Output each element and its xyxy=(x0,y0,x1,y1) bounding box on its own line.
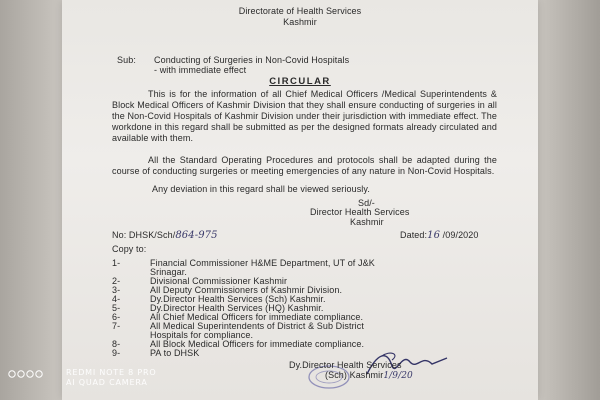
camera-feature: AI QUAD CAMERA xyxy=(66,378,148,387)
reference-date-rest: /09/2020 xyxy=(440,230,479,240)
body-paragraph-2: All the Standard Operating Procedures and protocols shall be adapted during the course of conducting surgeries or meeting emergencies of any nature in Non-Covid Hospitals. xyxy=(112,155,497,176)
copy-item-text: Divisional Commissioner Kashmir xyxy=(150,276,288,286)
reference-date-handwritten: 16 xyxy=(427,230,441,241)
reference-date-label: Dated: xyxy=(400,230,428,240)
directorate-heading: Directorate of Health Services xyxy=(238,6,362,16)
camera-model: REDMI NOTE 8 PRO xyxy=(66,368,157,377)
copy-to-label: Copy to: xyxy=(112,244,147,254)
camera-lens-icon xyxy=(8,369,58,379)
footer-signatory-title: Dy.Director Health Services xyxy=(289,360,402,370)
footer-signatory-place: (Sch) Kashmir xyxy=(325,370,384,380)
circular-title: CIRCULAR xyxy=(269,76,331,87)
copy-item-text-cont: Hospitals for compliance. xyxy=(150,330,254,340)
copy-item-text: All Deputy Commissioners of Kashmir Division. xyxy=(150,285,343,295)
copy-item-text: PA to DHSK xyxy=(150,348,200,358)
reference-number-label: No: DHSK/Sch/ xyxy=(112,230,176,240)
copy-item-number: 9- xyxy=(112,348,121,358)
subject-line2: - with immediate effect xyxy=(154,65,247,75)
subject-line1: Conducting of Surgeries in Non-Covid Hospitals xyxy=(154,55,350,65)
copy-item-text: All Block Medical Officers for immediate compliance. xyxy=(150,339,365,349)
copy-item-number: 4- xyxy=(112,294,121,304)
copy-item-number: 6- xyxy=(112,312,121,322)
copy-item-number: 1- xyxy=(112,258,121,268)
body-paragraph-1: This is for the information of all Chief Medical Officers /Medical Superintendents & Block Medical Officers of Kashmir Division that they shall ensure conducting of surgeries in all the Non-Covid Hospitals of Kashmir Division under their jurisdiction with immediate effect. The workdone in this regard shall be submitted as per the designed formats already circulated and available with them. xyxy=(112,89,497,143)
copy-item-text-cont: Srinagar. xyxy=(150,267,187,277)
reference-number-handwritten: 864-975 xyxy=(175,230,218,241)
copy-item-number: 7- xyxy=(112,321,121,331)
copy-item-number: 2- xyxy=(112,276,121,286)
copy-item-text: Dy.Director Health Services (Sch) Kashmir. xyxy=(150,294,326,304)
directorate-location: Kashmir xyxy=(283,17,317,27)
reference-number xyxy=(112,230,218,241)
footer-handwritten-date: 1/9/20 xyxy=(383,371,413,381)
copy-item-number: 3- xyxy=(112,285,121,295)
camera-watermark xyxy=(66,368,156,388)
subject-label: Sub: xyxy=(117,55,136,65)
copy-item-text: Dy.Director Health Services (HQ) Kashmir. xyxy=(150,303,324,313)
circular-document xyxy=(62,0,538,400)
signature-sd: Sd/- xyxy=(358,198,375,208)
copy-item-text: All Medical Superintendents of District & Sub District xyxy=(150,321,364,331)
copy-item-number: 8- xyxy=(112,339,121,349)
signature-title: Director Health Services xyxy=(310,207,410,217)
footer-signatory-office xyxy=(325,370,413,382)
body-paragraph-3: Any deviation in this regard shall be viewed seriously. xyxy=(152,184,370,194)
copy-item-text: All Chief Medical Officers for immediate compliance. xyxy=(150,312,364,322)
signature-place: Kashmir xyxy=(350,217,384,227)
reference-date xyxy=(400,230,479,241)
copy-item-text: Financial Commissioner H&ME Department, UT of J&K xyxy=(150,258,375,268)
copy-item-number: 5- xyxy=(112,303,121,313)
